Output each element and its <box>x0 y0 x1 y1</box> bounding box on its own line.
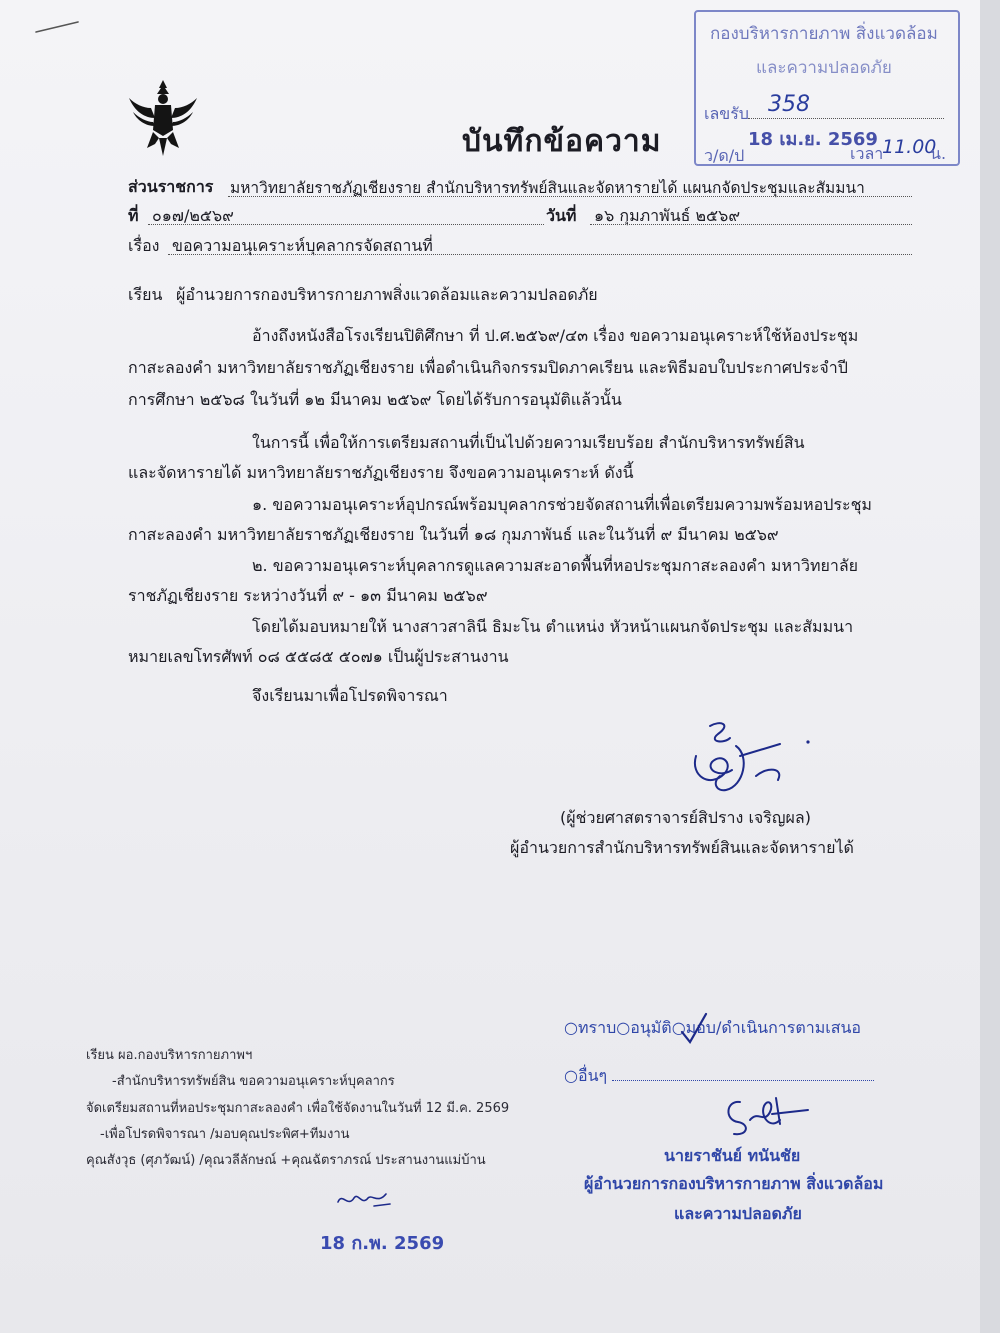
option-line-2: ○อื่นๆ <box>564 1066 608 1085</box>
doc-no-label: ที่ <box>128 206 139 225</box>
approver-name: นายราชันย์ ทนันชัย <box>664 1146 801 1165</box>
stamp-date: 18 เม.ย. 2569 <box>748 129 878 150</box>
body-item2-line2: ราชภัฏเชียงราย ระหว่างวันที่ ๙ - ๑๓ มีนาคม ๒๕๖๙ <box>128 586 488 605</box>
note-line-5: คุณสังวุธ (ศุภวัฒน์) /คุณวลีลักษณ์ +คุณฉัตราภรณ์ ประสานงานแม่บ้าน <box>86 1153 486 1168</box>
to-value: ผู้อำนวยการกองบริหารกายภาพสิ่งแวดล้อมและความปลอดภัย <box>176 285 598 304</box>
note-line-3: จัดเตรียมสถานที่หอประชุมกาสะลองคำ เพื่อใช้จัดงานในวันที่ 12 มี.ค. 2569 <box>86 1101 510 1116</box>
director-position: ผู้อำนวยการสำนักบริหารทรัพย์สินและจัดหารายได้ <box>510 838 854 857</box>
body-p3-line1: โดยได้มอบหมายให้ นางสาวสาลินี ธิมะโน ตำแหน่ง หัวหน้าแผนกจัดประชุม และสัมมนา <box>252 617 854 636</box>
stamp-line1: กองบริหารกายภาพ สิ่งแวดล้อม <box>710 24 938 44</box>
body-p1-line1: อ้างถึงหนังสือโรงเรียนปิติศึกษา ที่ ป.ศ.๒๕๖๙/๔๓ เรื่อง ขอความอนุเคราะห์ใช้ห้องประชุม <box>252 326 859 345</box>
body-item1-line1: ๑. ขอความอนุเคราะห์อุปกรณ์พร้อมบุคลากรช่วยจัดสถานที่เพื่อเตรียมความพร้อมหอประชุม <box>252 495 872 514</box>
garuda-emblem <box>125 78 201 158</box>
body-p2-line1: ในการนี้ เพื่อให้การเตรียมสถานที่เป็นไปด้วยความเรียบร้อย สำนักบริหารทรัพย์สิน <box>252 433 805 452</box>
doc-no-value: ๐๑๗/๒๕๖๙ <box>152 206 234 225</box>
body-item2-line1: ๒. ขอความอนุเคราะห์บุคลากรดูแลความสะอาดพื้นที่หอประชุมกาสะลองคำ มหาวิทยาลัย <box>252 556 859 575</box>
subject-label: เรื่อง <box>128 236 160 255</box>
body-p1-line2: กาสะลองคำ มหาวิทยาลัยราชภัฏเชียงราย เพื่อดำเนินกิจกรรมปิดภาคเรียน และพิธีมอบใบประกาศประจำปี <box>128 358 848 377</box>
memo-title: บันทึกข้อความ <box>462 124 662 159</box>
body-item1-line2: กาสะลองคำ มหาวิทยาลัยราชภัฏเชียงราย ในวันที่ ๑๘ กุมภาพันธ์ และในวันที่ ๙ มีนาคม ๒๕๖๙ <box>128 525 779 544</box>
pen-mark <box>34 18 84 38</box>
approver-position-2: และความปลอดภัย <box>674 1204 802 1223</box>
approver-signature <box>720 1090 810 1142</box>
to-label: เรียน <box>128 285 163 304</box>
subject-value: ขอความอนุเคราะห์บุคลากรจัดสถานที่ <box>172 236 433 255</box>
paper-edge <box>980 0 1000 1333</box>
receiving-stamp <box>694 10 960 166</box>
initials-signature <box>334 1186 394 1212</box>
doc-date-value: ๑๖ กุมภาพันธ์ ๒๕๖๙ <box>594 206 741 225</box>
body-p3-line2: หมายเลขโทรศัพท์ ๐๘ ๕๕๘๕ ๕๐๗๑ เป็นผู้ประสานงาน <box>128 647 509 666</box>
note-line-1: เรียน ผอ.กองบริหารกายภาพฯ <box>86 1048 253 1063</box>
director-name: (ผู้ช่วยศาสตราจารย์สิปราง เจริญผล) <box>560 808 811 827</box>
body-p2-line2: และจัดหารายได้ มหาวิทยาลัยราชภัฏเชียงราย จึงขอความอนุเคราะห์ ดังนี้ <box>128 463 634 482</box>
doc-date-label: วันที่ <box>546 206 577 225</box>
agency-label: ส่วนราชการ <box>128 177 214 196</box>
stamp-time-unit: น. <box>930 144 947 163</box>
body-p1-line3: การศึกษา ๒๕๖๘ ในวันที่ ๑๒ มีนาคม ๒๕๖๙ โดยได้รับการอนุมัติแล้วนั้น <box>128 390 622 409</box>
director-signature <box>660 716 810 802</box>
agency-value: มหาวิทยาลัยราชภัฏเชียงราย สำนักบริหารทรัพย์สินและจัดหารายได้ แผนกจัดประชุมและสัมมนา <box>230 179 865 197</box>
approver-position-1: ผู้อำนวยการกองบริหารกายภาพ สิ่งแวดล้อม <box>584 1174 884 1193</box>
note-date-stamp: 18 ก.พ. 2569 <box>320 1233 445 1254</box>
stamp-line2: และความปลอดภัย <box>756 58 892 78</box>
stamp-time-label: เวลา <box>850 144 884 163</box>
checkmark-handwritten <box>678 1012 708 1046</box>
note-line-4: -เพื่อโปรดพิจารณา /มอบคุณประพิศ+ทีมงาน <box>100 1127 350 1142</box>
stamp-date-label: ว/ด/ป <box>704 146 745 165</box>
stamp-time: 11.00 <box>882 136 937 158</box>
option-line-1: ○ทราบ○อนุมัติ○มอบ/ดำเนินการตามเสนอ <box>564 1018 862 1037</box>
stamp-recv-label: เลขรับ <box>704 104 749 123</box>
note-line-2: -สำนักบริหารทรัพย์สิน ขอความอนุเคราะห์บุคลากร <box>112 1074 395 1089</box>
stamp-recv-no: 358 <box>768 92 810 117</box>
closing-text: จึงเรียนมาเพื่อโปรดพิจารณา <box>252 686 448 705</box>
